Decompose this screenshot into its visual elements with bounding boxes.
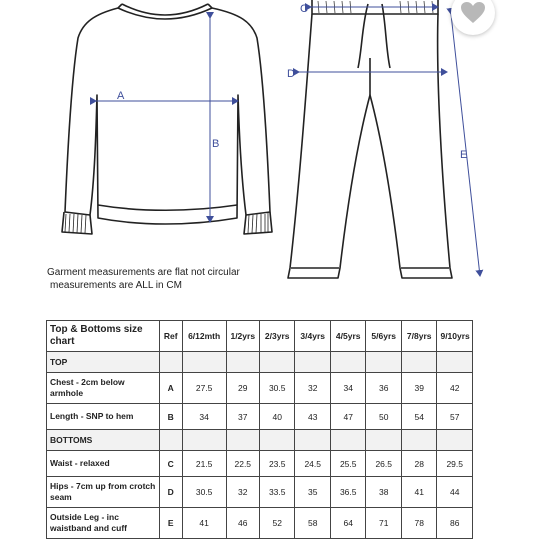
cell-value: 78 xyxy=(401,508,437,539)
table-row xyxy=(47,477,473,508)
cell-value: 44 xyxy=(437,477,473,508)
cell-value: 43 xyxy=(295,404,331,430)
section-label: BOTTOMS xyxy=(47,430,160,451)
cell-value: 50 xyxy=(366,404,402,430)
cell-value: 47 xyxy=(330,404,366,430)
row-label: Waist - relaxed xyxy=(47,451,160,477)
cell-value: 46 xyxy=(226,508,259,539)
ref-header: Ref xyxy=(159,321,182,352)
table-title: Top & Bottoms size chart xyxy=(47,321,160,352)
size-header: 2/3yrs xyxy=(259,321,295,352)
cell-value: 33.5 xyxy=(259,477,295,508)
size-header: 6/12mth xyxy=(182,321,226,352)
size-chart-table xyxy=(46,320,473,539)
section-row-top xyxy=(47,352,473,373)
cell-value: 40 xyxy=(259,404,295,430)
cell-value: 41 xyxy=(182,508,226,539)
cell-value: 30.5 xyxy=(182,477,226,508)
cell-value: 42 xyxy=(437,373,473,404)
cell-value: 24.5 xyxy=(295,451,331,477)
cell-value: 71 xyxy=(366,508,402,539)
cell-value: 29 xyxy=(226,373,259,404)
note-line-1: Garment measurements are flat not circular xyxy=(47,267,240,278)
cell-value: 37 xyxy=(226,404,259,430)
size-header: 3/4yrs xyxy=(295,321,331,352)
size-header: 4/5yrs xyxy=(330,321,366,352)
row-ref: C xyxy=(159,451,182,477)
sweatshirt-drawing xyxy=(62,4,272,234)
row-ref: E xyxy=(159,508,182,539)
cell-value: 32 xyxy=(226,477,259,508)
section-row-bottoms xyxy=(47,430,473,451)
label-d: D xyxy=(287,68,295,80)
cell-value: 21.5 xyxy=(182,451,226,477)
label-c: C xyxy=(300,3,308,15)
size-header: 7/8yrs xyxy=(401,321,437,352)
cell-value: 34 xyxy=(330,373,366,404)
trousers-drawing xyxy=(288,0,452,278)
cell-value: 35 xyxy=(295,477,331,508)
section-label: TOP xyxy=(47,352,160,373)
label-a: A xyxy=(117,90,125,102)
label-b: B xyxy=(212,138,220,150)
cell-value: 58 xyxy=(295,508,331,539)
table-row xyxy=(47,373,473,404)
cell-value: 27.5 xyxy=(182,373,226,404)
row-label: Hips - 7cm up from crotch seam xyxy=(47,477,160,508)
heart-icon xyxy=(460,1,486,25)
row-ref: D xyxy=(159,477,182,508)
label-e: E xyxy=(460,149,468,161)
table-row xyxy=(47,508,473,539)
table-header-row xyxy=(47,321,473,352)
size-header: 1/2yrs xyxy=(226,321,259,352)
size-header: 5/6yrs xyxy=(366,321,402,352)
cell-value: 32 xyxy=(295,373,331,404)
cell-value: 36.5 xyxy=(330,477,366,508)
cell-value: 36 xyxy=(366,373,402,404)
cell-value: 26.5 xyxy=(366,451,402,477)
cell-value: 41 xyxy=(401,477,437,508)
note-line-2: measurements are ALL in CM xyxy=(50,280,182,291)
size-header: 9/10yrs xyxy=(437,321,473,352)
cell-value: 39 xyxy=(401,373,437,404)
row-ref: B xyxy=(159,404,182,430)
table-row xyxy=(47,451,473,477)
row-label: Length - SNP to hem xyxy=(47,404,160,430)
cell-value: 25.5 xyxy=(330,451,366,477)
row-label: Outside Leg - inc waistband and cuff xyxy=(47,508,160,539)
cell-value: 29.5 xyxy=(437,451,473,477)
cell-value: 38 xyxy=(366,477,402,508)
cell-value: 64 xyxy=(330,508,366,539)
cell-value: 54 xyxy=(401,404,437,430)
cell-value: 86 xyxy=(437,508,473,539)
row-ref: A xyxy=(159,373,182,404)
cell-value: 57 xyxy=(437,404,473,430)
measurement-note xyxy=(47,266,240,292)
cell-value: 28 xyxy=(401,451,437,477)
row-label: Chest - 2cm below armhole xyxy=(47,373,160,404)
cell-value: 22.5 xyxy=(226,451,259,477)
cell-value: 23.5 xyxy=(259,451,295,477)
cell-value: 30.5 xyxy=(259,373,295,404)
cell-value: 52 xyxy=(259,508,295,539)
cell-value: 34 xyxy=(182,404,226,430)
table-row xyxy=(47,404,473,430)
